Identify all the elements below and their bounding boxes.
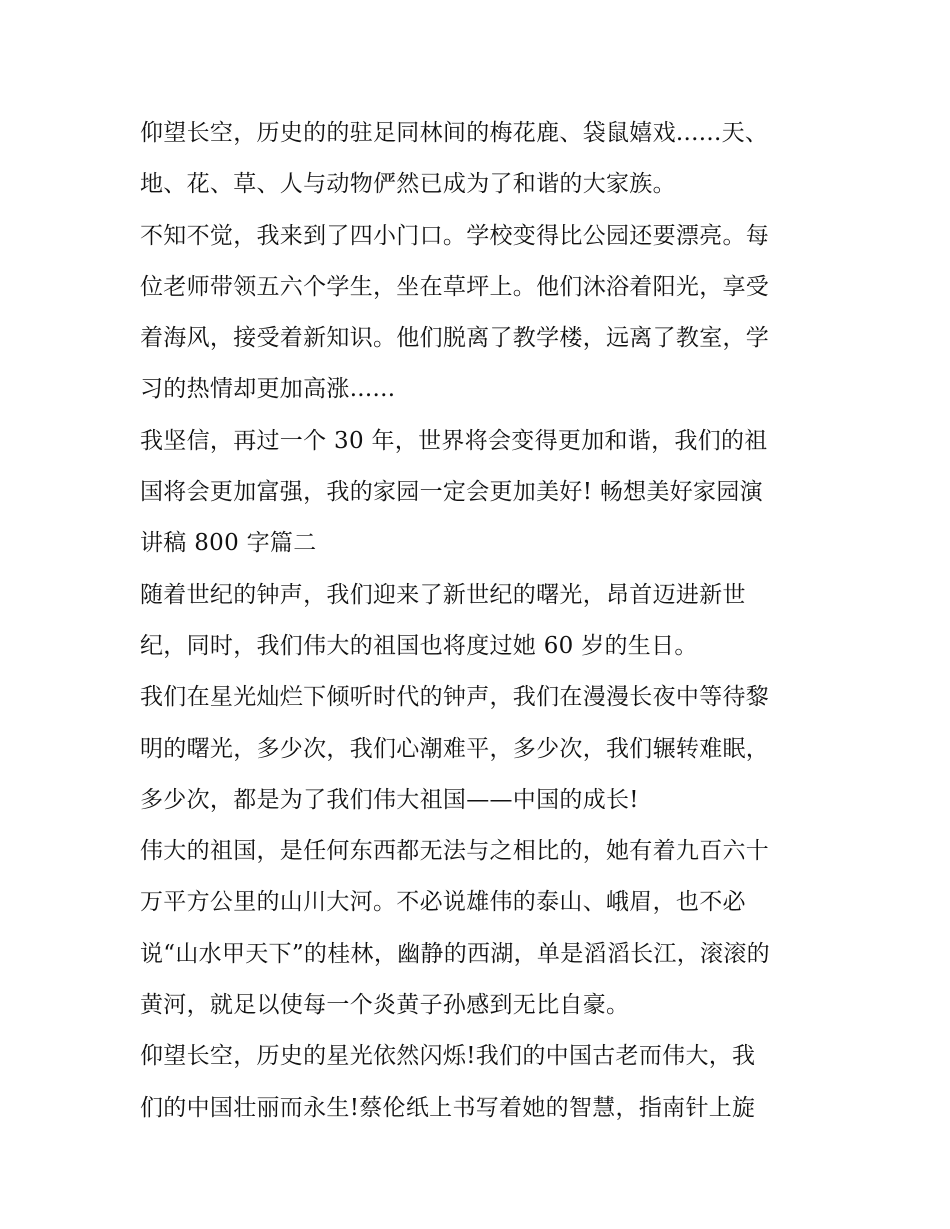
text-line: 们的中国壮丽而永生!蔡伦纸上书写着她的智慧，指南针上旋 bbox=[140, 1094, 756, 1121]
text-line: 纪，同时，我们伟大的祖国也将度过她 60 岁的生日。 bbox=[140, 632, 698, 659]
text-line: 明的曙光，多少次，我们心潮难平，多少次，我们辗转难眠， bbox=[140, 735, 770, 762]
text-line: 不知不觉，我来到了四小门口。学校变得比公园还要漂亮。每 bbox=[140, 222, 770, 249]
text-line: 位老师带领五六个学生，坐在草坪上。他们沐浴着阳光，享受 bbox=[140, 273, 770, 300]
text-line: 万平方公里的山川大河。不必说雄伟的泰山、峨眉，也不必 bbox=[140, 889, 746, 916]
text-line: 仰望长空，历史的星光依然闪烁!我们的中国古老而伟大，我 bbox=[140, 1043, 756, 1070]
body-text bbox=[140, 108, 830, 1134]
text-line: 多少次，都是为了我们伟大祖国——中国的成长! bbox=[140, 786, 639, 813]
text-line: 我坚信，再过一个 30 年，世界将会变得更加和谐，我们的祖 bbox=[140, 427, 768, 454]
text-line: 黄河，就足以使每一个炎黄子孙感到无比自豪。 bbox=[140, 992, 630, 1019]
text-line: 习的热情却更加高涨...... bbox=[140, 376, 396, 403]
text-line: 我们在星光灿烂下倾听时代的钟声，我们在漫漫长夜中等待黎 bbox=[140, 684, 770, 711]
text-line: 伟大的祖国，是任何东西都无法与之相比的，她有着九百六十 bbox=[140, 838, 770, 865]
text-line: 仰望长空，历史的的驻足同林间的梅花鹿、袋鼠嬉戏......天、 bbox=[140, 120, 769, 146]
text-line: 讲稿 800 字篇二 bbox=[140, 530, 317, 557]
text-line: 着海风，接受着新知识。他们脱离了教学楼，远离了教室，学 bbox=[140, 325, 770, 352]
text-line: 说“山水甲天下”的桂林，幽静的西湖，单是滔滔长江，滚滚的 bbox=[140, 940, 770, 967]
text-line: 地、花、草、人与动物俨然已成为了和谐的大家族。 bbox=[140, 171, 676, 198]
text-line: 国将会更加富强，我的家园一定会更加美好! 畅想美好家园演 bbox=[140, 479, 763, 506]
text-line: 随着世纪的钟声，我们迎来了新世纪的曙光，昂首迈进新世 bbox=[140, 581, 746, 608]
